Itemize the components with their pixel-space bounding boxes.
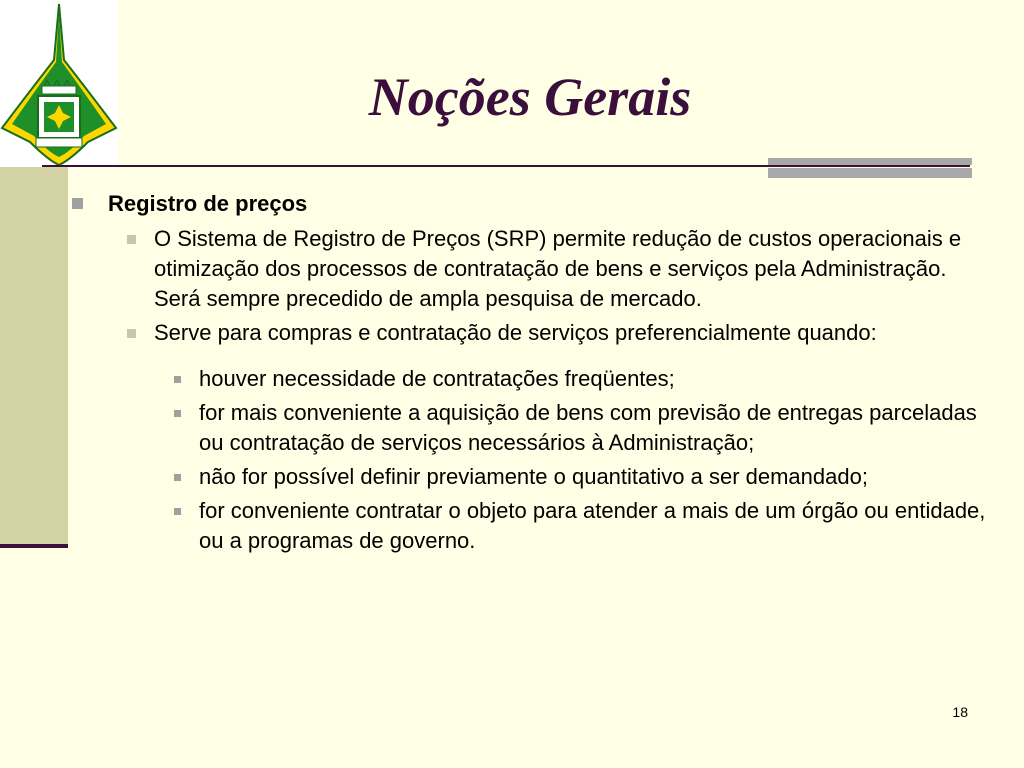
- paragraph-text: Serve para compras e contratação de serviços preferencialmente quando:: [154, 320, 877, 345]
- bullet-paragraph: [107, 224, 990, 314]
- divider-accent-bar-top: [768, 158, 972, 165]
- square-bullet-icon: [127, 235, 136, 244]
- slide-content: [70, 188, 990, 556]
- condition-item: [154, 364, 990, 394]
- condition-text: for conveniente contratar o objeto para atender a mais de um órgão ou entidade, ou a programas de governo.: [199, 498, 986, 553]
- brasilia-coat-of-arms-logo: [0, 0, 118, 167]
- title-divider: [42, 165, 970, 167]
- square-bullet-icon: [174, 474, 181, 481]
- square-bullet-icon: [72, 198, 83, 209]
- page-number: 18: [952, 704, 968, 720]
- condition-item: [154, 398, 990, 458]
- bullet-paragraph: [107, 318, 990, 348]
- condition-text: for mais conveniente a aquisição de bens com previsão de entregas parceladas ou contratação de serviços necessários à Administração;: [199, 400, 977, 455]
- square-bullet-icon: [174, 508, 181, 515]
- heading-text: Registro de preços: [108, 191, 308, 216]
- left-accent-line: [0, 544, 68, 548]
- condition-item: [154, 496, 990, 556]
- condition-text: não for possível definir previamente o quantitativo a ser demandado;: [199, 464, 868, 489]
- condition-item: [154, 462, 990, 492]
- coat-of-arms-icon: [0, 0, 118, 167]
- condition-text: houver necessidade de contratações freqüentes;: [199, 366, 675, 391]
- paragraph-text: O Sistema de Registro de Preços (SRP) permite redução de custos operacionais e otimização dos processos de contratação de bens e serviços pela Administração. Será sempre precedido de ampla pesquisa de mercado.: [154, 226, 962, 311]
- left-accent-bar: [0, 167, 68, 545]
- square-bullet-icon: [174, 376, 181, 383]
- divider-accent-bar-bottom: [768, 168, 972, 178]
- square-bullet-icon: [174, 410, 181, 417]
- square-bullet-icon: [127, 329, 136, 338]
- bullet-heading: [70, 188, 990, 220]
- slide-title: Noções Gerais: [368, 67, 692, 127]
